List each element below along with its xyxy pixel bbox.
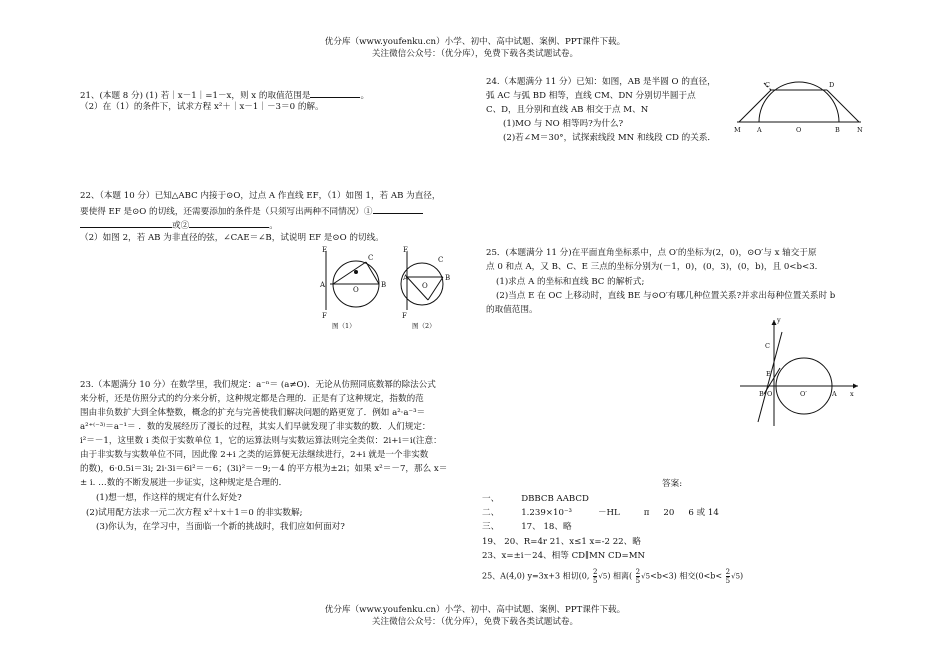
q25-line-3: (1)求点 A 的坐标和直线 BC 的解析式; [496, 277, 645, 287]
answers-row-1: 一、 DBBCB AABCD [482, 494, 589, 504]
fig1-label-A: A [320, 281, 326, 289]
q21-line-1: 21、(本题 8 分) (1) 若｜x－1｜=1－x，则 x 的取值范围是 。 [80, 88, 369, 103]
footer-line-1: 优分库（www.youfenku.cn）小学、初中、高中试题、案例、PPT课件下载。 [324, 605, 626, 615]
q24-figure [733, 72, 865, 140]
fig2-label-F: F [402, 312, 407, 320]
fig25-label-C: C [765, 342, 770, 350]
fig2-label-C: C [438, 256, 444, 264]
q23-line-5: i²＝－1，这里数 i 类似于实数单位 1，它的运算法则与实数运算法则完全类似：2i+i＝i(注意： [80, 436, 442, 446]
fig1-label-E: E [322, 246, 328, 254]
fig25-label-x: x [850, 390, 854, 398]
fig25-label-A: A [832, 390, 837, 398]
fig2-label-O: O [422, 282, 428, 290]
fig24-label-A: A [757, 126, 762, 134]
header-line-2: 关注微信公众号：（优分库），免费下载各类试题试卷。 [371, 49, 579, 59]
fig25-label-y: y [777, 316, 781, 324]
q25-line-2: 点 0 和点 A，又 B、C、E 三点的坐标分别为(－1，0)，(0，3)，(0，b)，且 0<b<3. [486, 262, 818, 272]
q25-figure [738, 312, 864, 430]
q23-line-1: 23.（本题满分 10 分）在数学里，我们规定：a⁻ⁿ＝ (a≠O)．无论从仿照同底数幂的除法公式 [80, 380, 436, 390]
q23-line-4: a²⁺⁽⁻³⁾＝a⁻¹＝ ．数的发展经历了漫长的过程，其实人们早就发现了非实数的数．人们规定： [80, 422, 431, 432]
fig24-label-O: O [796, 126, 802, 134]
fig25-label-E: E [766, 370, 771, 378]
fig2-label-B: B [445, 274, 451, 282]
q23-line-6: 由于非实数与实数单位不同，因此像 2+i 之类的运算便无法继续进行，2+i 就是一个非实数 [80, 450, 429, 460]
fig1-label-C: C [368, 254, 374, 262]
q23-line-3: 围由非负数扩大到全体整数，概念的扩充与完善使我们解决问题的路更宽了．例如 a²·a⁻³＝ [80, 408, 426, 418]
fig2-label-A: A [403, 274, 409, 282]
fig2-label-E: E [403, 246, 409, 254]
answers-row-2: 二、 1.239×10⁻³ －HL π 20 6 或 14 [482, 508, 719, 518]
q24-line-1: 24.（本题满分 11 分）已知：如图，AB 是半圆 O 的直径， [486, 77, 716, 87]
answers-title: 答案: [662, 479, 683, 489]
q23-line-8: ± i. …数的不断发展进一步证实，这种规定是合理的． [80, 478, 288, 488]
q23-line-7: 的数)，6·0.5i＝3i; 2i·3i＝6i²＝－6；(3i)²＝－9;－4 的平方根为±2i；如果 x²＝－7，那么 x＝ [80, 464, 448, 474]
q23-line-2: 来分析，还是仿照分式的约分来分析，这种规定都是合理的．正是有了这种规定，指数的范 [80, 394, 424, 404]
q25-line-4: (2)当点 E 在 OC 上移动时，直线 BE 与⊙O′有哪几种位置关系?并求出每种位置关系时 b [496, 291, 836, 301]
q21-line-2: （2）在（1）的条件下，试求方程 x²＋｜x－1｜－3＝0 的解。 [80, 102, 324, 112]
q22-figures [312, 244, 460, 334]
fig24-label-B: B [835, 126, 840, 134]
answers-row-4: 19、 20、R=4r 21、x≤1 x=-2 22、略 [482, 537, 641, 547]
header-line-1: 优分库（www.youfenku.cn）小学、初中、高中试题、案例、PPT课件下载。 [324, 37, 626, 47]
q23-line-10: (2)试用配方法求一元二次方程 x²＋x＋1＝0 的非实数解; [86, 508, 303, 518]
q23-line-11: (3)你认为，在学习中，当面临一个新的挑战时，我们应如何面对? [96, 522, 345, 532]
fig25-label-B: B [759, 390, 764, 398]
q25-line-1: 25．(本题满分 11 分)在平面直角坐标系中，点 O′的坐标为(2，0)，⊙O′与 x 轴交于原 [486, 248, 817, 258]
q23-line-9: (1)想一想，作这样的规定有什么好处? [96, 493, 242, 503]
footer-line-2: 关注微信公众号：（优分库），免费下载各类试题试卷。 [371, 617, 579, 627]
fig24-label-D: D [829, 81, 835, 89]
q24-line-5: (2)若∠M＝30°，试探索线段 MN 和线段 CD 的关系． [503, 133, 717, 143]
q25-line-5: 的取值范围。 [486, 305, 538, 315]
fig1-label-F: F [322, 312, 327, 320]
fig24-label-N: N [857, 126, 863, 134]
fig24-label-C: C [765, 81, 770, 89]
fig1-caption: 图（1） [332, 322, 356, 330]
answers-row-3: 三、 17、 18、略 [482, 522, 572, 532]
answers-row-6: 25、A(4,0) y=3x+3 相切(0, $\frac{2}{5}$ √5) 相离( $\frac{2}{5}$ √5<b<3) 相交(0<b< $\frac{2}{5}$ √5) [482, 568, 744, 585]
q24-line-3: C、D，且分别和直线 AB 相交于点 M、N [486, 105, 649, 115]
fig1-label-B: B [381, 281, 387, 289]
q22-line-3: 或② 。 [80, 218, 278, 233]
q22-line-1: 22、（本题 10 分）已知△ABC 内接于⊙O，过点 A 作直线 EF，（1）如图 1，若 AB 为直径， [80, 191, 441, 201]
fig25-label-O: O [767, 390, 773, 398]
answers-row-5: 23、x=±i－24、相等 CD∥MN CD=MN [482, 551, 646, 561]
q22-line-2: 要使得 EF 是⊙O 的切线，还需要添加的条件是（只须写出两种不同情况）① [80, 204, 423, 219]
fig25-label-O-prime: O′ [800, 390, 807, 398]
q24-line-4: (1)MO 与 NO 相等吗?为什么? [503, 119, 624, 129]
fig2-caption: 图（2） [412, 322, 436, 330]
q24-line-2: 弧 AC 与弧 BD 相等，直线 CM、DN 分别切半圆于点 [486, 91, 696, 101]
q22-line-4: （2）如图 2，若 AB 为非直径的弦，∠CAE＝∠B，试说明 EF 是⊙O 的切线。 [80, 233, 384, 243]
fig24-label-M: M [734, 126, 741, 134]
fig1-label-O: O [353, 286, 359, 294]
